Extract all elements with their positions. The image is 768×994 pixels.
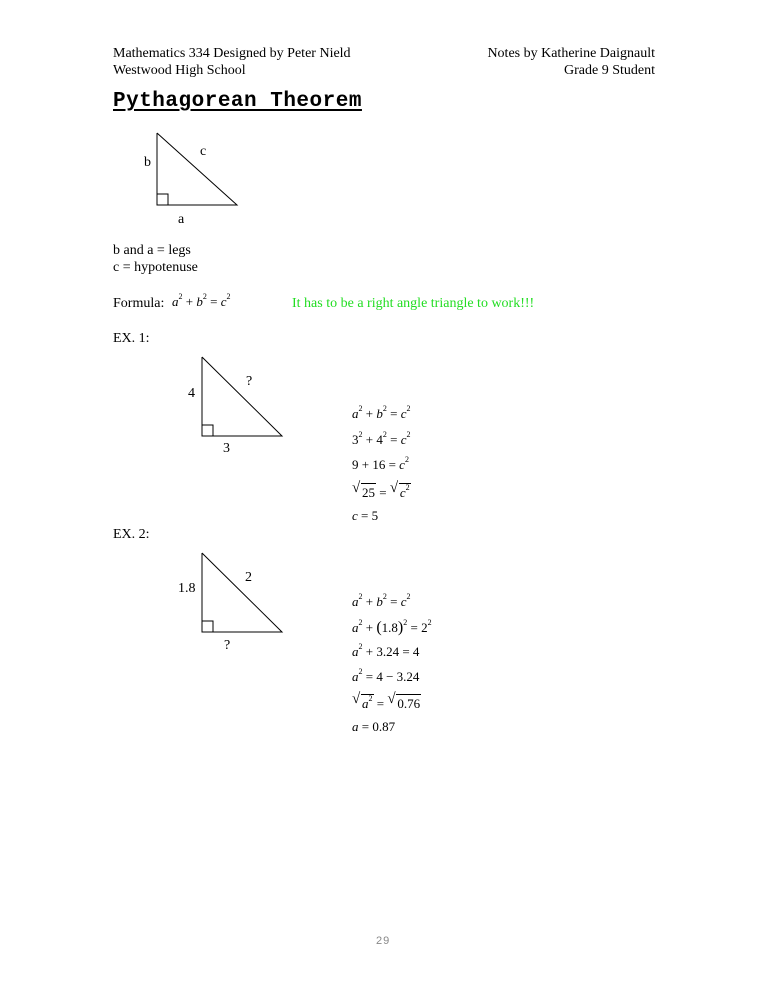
header-author: Notes by Katherine Daignault <box>487 46 655 61</box>
example1-label: EX. 1: <box>113 331 150 346</box>
page-title: Pythagorean Theorem <box>113 90 362 113</box>
example2-label: EX. 2: <box>113 527 150 542</box>
ex1-side-bottom: 3 <box>223 441 230 456</box>
ex1-step-3: $9 + 16 = c^2$ <box>352 455 409 472</box>
ex2-step-3: $a^2 + 3.24 = 4$ <box>352 642 420 659</box>
ex2-step-1: $a^2 + b^2 = c^2$ <box>352 592 411 609</box>
definition-hypotenuse: c = hypotenuse <box>113 260 198 275</box>
label-c: c <box>200 144 207 159</box>
page-number: 29 <box>376 935 391 947</box>
formula-label: Formula: <box>113 296 165 311</box>
ex1-step-5: c = 5 <box>352 508 379 523</box>
ex1-side-left: 4 <box>188 386 195 401</box>
ex1-side-hyp: ? <box>246 374 253 389</box>
label-b: b <box>144 155 151 170</box>
header-course: Mathematics 334 Designed by Peter Nield <box>113 46 351 61</box>
ex2-side-bottom: ? <box>224 638 231 653</box>
formula-note: It has to be a right angle triangle to work!!! <box>292 296 535 311</box>
formula-equation: $a^2 + b^2 = c^2$ <box>172 292 231 309</box>
ex2-step-6: a = 0.87 <box>352 719 396 734</box>
label-a: a <box>178 212 185 227</box>
ex2-step-4: $a^2 = 4 - 3.24$ <box>352 667 420 684</box>
ex1-step-4: √ 25 = √ $c^2$ <box>352 480 410 500</box>
ex2-side-hyp: 2 <box>245 570 252 585</box>
ex2-step-5: √ $a^2$ = √ 0.76 <box>352 691 421 711</box>
header-grade: Grade 9 Student <box>564 63 655 78</box>
header-school: Westwood High School <box>113 63 246 78</box>
ex1-step-2: $3^2 + 4^2 = c^2$ <box>352 430 411 447</box>
ex1-step-1: $a^2 + b^2 = c^2$ <box>352 404 411 421</box>
ex2-step-2: $a^2 + (1.8)^2 = 2^2$ <box>352 618 432 636</box>
definition-legs: b and a = legs <box>113 243 191 258</box>
ex2-side-left: 1.8 <box>178 581 196 596</box>
